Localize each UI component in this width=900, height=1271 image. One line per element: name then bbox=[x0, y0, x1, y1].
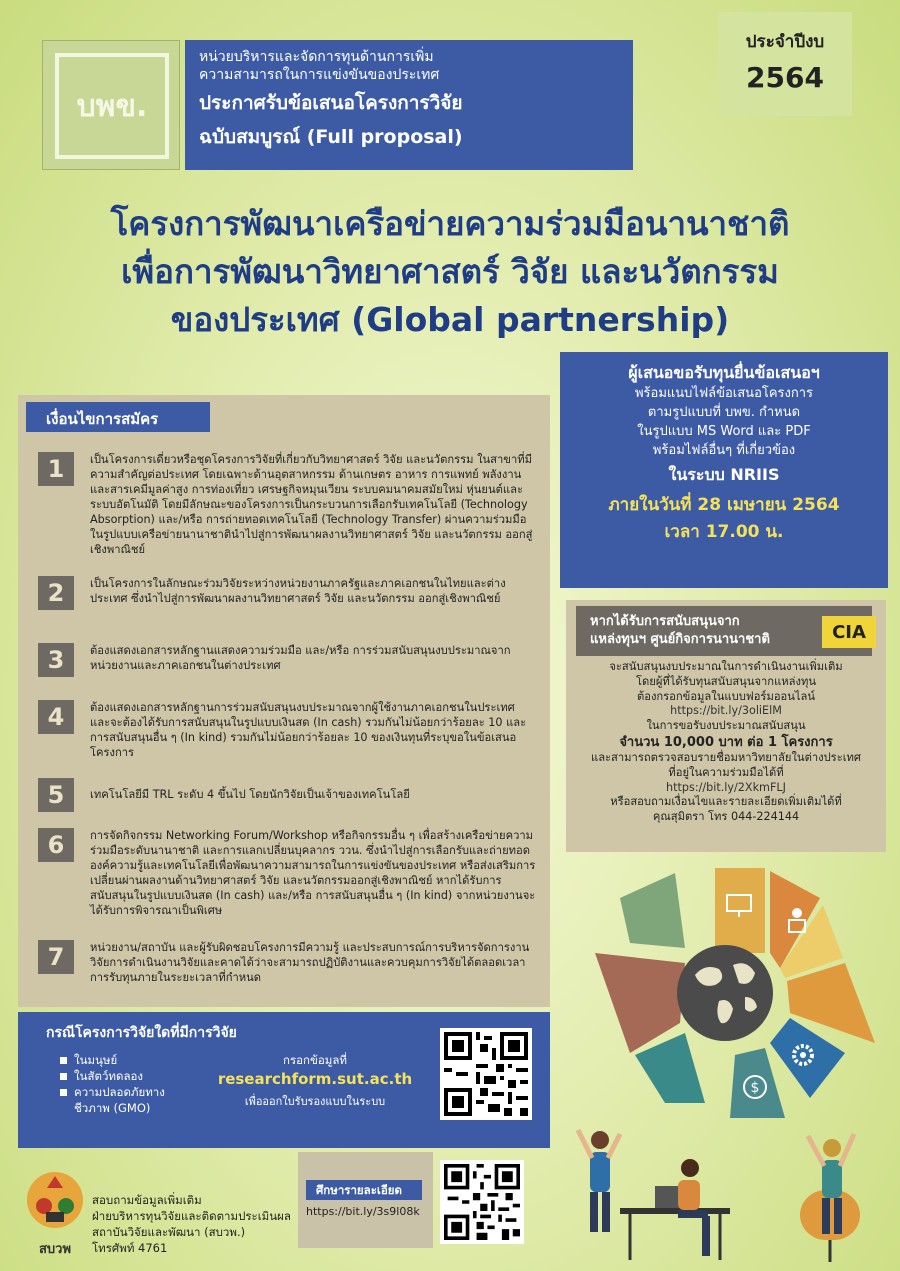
cia-body bbox=[566, 660, 886, 825]
cia-heading-line-1: หากได้รับการสนับสนุนจาก bbox=[590, 614, 740, 629]
submission-heading: ผู้เสนอขอรับทุนยื่นข้อเสนอฯ bbox=[628, 363, 820, 382]
condition-item bbox=[38, 778, 538, 812]
desk bbox=[620, 1186, 730, 1260]
cia-contact: คุณสุมิตรา โทร 044-224144 bbox=[652, 810, 800, 824]
cia-text: ในการขอรับงบประมาณสนับสนุน bbox=[646, 719, 806, 733]
submission-line: ตามรูปแบบที่ บพข. กำหนด bbox=[647, 405, 801, 420]
cia-text: ที่อยู่ในความร่วมมือได้ที่ bbox=[668, 765, 784, 779]
contact-line: สถาบันวิจัยและพัฒนา (สบวพ.) bbox=[92, 1225, 246, 1239]
condition-item bbox=[38, 452, 538, 557]
research-form-link[interactable]: researchform.sut.ac.th bbox=[217, 1070, 413, 1088]
cia-text: จะสนับสนุนงบประมาณในการดำเนินงานเพิ่มเติม bbox=[609, 660, 843, 673]
cia-text: และสามารถตรวจสอบรายชื่อมหาวิทยาลัยในต่างประเทศ bbox=[590, 750, 862, 764]
research-title: กรณีโครงการวิจัยใดที่มีการวิจัย bbox=[46, 1025, 237, 1041]
person-left bbox=[578, 1130, 620, 1232]
qr-code-details[interactable] bbox=[440, 1160, 524, 1244]
person-sitting bbox=[678, 1159, 710, 1256]
main-title bbox=[40, 200, 860, 344]
condition-text: หน่วยงาน/สถาบัน และผู้รับผิดชอบโครงการมีความรู้ และประสบการณ์การบริหารจัดการงานวิจัยการดำเนินงานวิจัยและคาดได้ว่าจะสามารถปฏิบัติงานและควบคุมการวิจัยได้ตลอดเวลาการรับทุนภายในระยะเวลาที่กำหนด bbox=[90, 941, 530, 984]
contact-line: สอบถามข้อมูลเพิ่มเติม bbox=[92, 1193, 202, 1207]
cia-amount: จำนวน 10,000 บาท ต่อ 1 โครงการ bbox=[619, 734, 833, 750]
title-line-1: โครงการพัฒนาเครือข่ายความร่วมมือนานาชาติ bbox=[110, 204, 790, 243]
research-list bbox=[60, 1052, 180, 1116]
condition-number: 4 bbox=[38, 700, 74, 734]
form-label: กรอกข้อมูลที่ bbox=[283, 1053, 347, 1067]
title-line-3: ของประเทศ (Global partnership) bbox=[170, 300, 730, 339]
year-label: ประจำปีงบ bbox=[745, 32, 825, 52]
condition-number: 3 bbox=[38, 643, 74, 677]
submission-box bbox=[560, 352, 888, 588]
sector-chart-left bbox=[595, 953, 685, 1053]
research-item: ในสัตว์ทดลอง bbox=[60, 1068, 180, 1084]
condition-number: 2 bbox=[38, 576, 74, 610]
header-banner bbox=[185, 40, 633, 170]
contact-phone: โทรศัพท์ 4761 bbox=[92, 1241, 168, 1255]
cia-text: หรือสอบถามเงื่อนไขและรายละเอียดเพิ่มเติมได้ที่ bbox=[610, 795, 842, 809]
condition-item bbox=[38, 700, 538, 760]
qr-code-research[interactable] bbox=[440, 1028, 532, 1120]
submission-line: พร้อมแนบไฟล์ข้อเสนอโครงการ bbox=[634, 386, 814, 401]
conditions-heading: เงื่อนไขการสมัคร bbox=[26, 402, 210, 432]
cia-link-universities[interactable]: https://bit.ly/2XkmFLJ bbox=[666, 780, 786, 794]
logo-text: บพข. bbox=[76, 88, 148, 124]
title-line-2: เพื่อการพัฒนาวิทยาศาสตร์ วิจัย และนวัตกรรม bbox=[121, 252, 779, 291]
condition-item bbox=[38, 940, 538, 985]
condition-text: เป็นโครงการในลักษณะร่วมวิจัยระหว่างหน่วยงานภาครัฐและภาคเอกชนในไทยและต่างประเทศ ซึ่งนำไปสู่การพัฒนาผลงานวิทยาศาสตร์ วิจัย และนวัตกรรม ออกสู่เชิงพาณิชย์ bbox=[90, 577, 506, 605]
cia-text: ต้องกรอกข้อมูลในแบบฟอร์มออนไลน์ bbox=[636, 689, 816, 703]
research-item: ความปลอดภัยทาง ชีวภาพ (GMO) bbox=[60, 1084, 180, 1116]
condition-item bbox=[38, 576, 538, 610]
details-link[interactable]: https://bit.ly/3s9l08k bbox=[306, 1205, 420, 1218]
org-line-2: ความสามารถในการแข่งขันของประเทศ bbox=[199, 67, 440, 83]
condition-text: ต้องแสดงเอกสารหลักฐานแสดงความร่วมมือ และ/หรือ การร่วมสนับสนุนงบประมาณจากหน่วยงานและภาคเอกชนในต่างประเทศ bbox=[90, 644, 511, 672]
submission-line: ในรูปแบบ MS Word และ PDF bbox=[637, 424, 811, 439]
org-line-1: หน่วยบริหารและจัดการทุนด้านการเพิ่ม bbox=[199, 49, 434, 65]
condition-text: เทคโนโลยีมี TRL ระดับ 4 ขึ้นไป โดยนักวิจัยเป็นเจ้าของเทคโนโลยี bbox=[90, 788, 410, 801]
submission-line: พร้อมไฟล์อื่นๆ ที่เกี่ยวข้อง bbox=[652, 443, 796, 458]
condition-text: เป็นโครงการเดี่ยวหรือชุดโครงการวิจัยที่เกี่ยวกับวิทยาศาสตร์ วิจัย และนวัตกรรม ในสาขาที่มีความสำคัญต่อประเทศ โดยเฉพาะด้านอุตสาหกรรม ด้านเกษตร อาหาร การแพทย์ พลังงาน และสารเคมีมูลค่าสูง การท่องเที่ยว เศรษฐกิจหมุนเวียน ระบบคมนาคมสมัยใหม่ หุ่นยนต์และระบบอัตโนมัติ โดยมีลักษณะของโครงการเป็นกระบวนการเลือกรับเทคโนโลยี (Technology Absorption) และ/หรือ การถ่ายทอดเทคโนโลยี (Technology Transfer) ผ่านความร่วมมือในรูปแบบเครือข่ายนานาชาตินำไปสู่การพัฒนาผลงานวิทยาศาสตร์ วิจัย และนวัตกรรม ออกสู่เชิงพาณิชย์ bbox=[90, 453, 533, 556]
condition-item bbox=[38, 643, 538, 677]
sbwp-logo-caption: สบวพ bbox=[38, 1242, 72, 1257]
globe-icon bbox=[677, 945, 773, 1041]
announce-line-1: ประกาศรับข้อเสนอโครงการวิจัย bbox=[199, 92, 463, 114]
submission-system: ในระบบ NRIIS bbox=[668, 465, 780, 484]
condition-number: 1 bbox=[38, 452, 74, 486]
global-network-illustration bbox=[560, 858, 890, 1128]
cia-heading-line-2: แหล่งทุนฯ ศูนย์กิจการนานาชาติ bbox=[590, 632, 770, 647]
cia-text: โดยผู้ที่ได้รับทุนสนับสนุนจากแหล่งทุน bbox=[635, 674, 817, 688]
announce-line-2: ฉบับสมบูรณ์ (Full proposal) bbox=[199, 126, 463, 148]
svg-text:$: $ bbox=[750, 1080, 760, 1096]
condition-number: 5 bbox=[38, 778, 74, 812]
fiscal-year-box bbox=[718, 12, 852, 116]
sector-gear bbox=[770, 1018, 845, 1098]
contact-line: ฝ่ายบริหารทุนวิจัยและติดตามประเมินผล bbox=[92, 1209, 291, 1223]
bpk-logo bbox=[42, 40, 180, 170]
form-note: เพื่อออกใบรับรองแบบในระบบ bbox=[244, 1095, 386, 1108]
details-box bbox=[298, 1152, 433, 1248]
condition-item bbox=[38, 828, 538, 918]
cia-badge: CIA bbox=[822, 616, 876, 648]
deadline-time: เวลา 17.00 น. bbox=[664, 522, 784, 542]
condition-text: ต้องแสดงเอกสารหลักฐานการร่วมสนับสนุนงบประมาณจากผู้ใช้งานภาคเอกชนในประเทศ และจะต้องได้รับการสนับสนุนในรูปแบบเงินสด (In cash) รวมกันไม่น้อยกว่าร้อยละ 10 และการสนับสนุนอื่น ๆ (In kind) รวมกันไม่น้อยกว่าร้อยละ 10 ของเงินทุนที่ระบุขอในข้อเสนอโครงการ bbox=[90, 701, 527, 759]
condition-number: 7 bbox=[38, 940, 74, 974]
year-value: 2564 bbox=[746, 61, 824, 94]
research-item: ในมนุษย์ bbox=[60, 1052, 180, 1068]
details-label: ศึกษารายละเอียด bbox=[306, 1180, 422, 1200]
condition-text: การจัดกิจกรรม Networking Forum/Workshop หรือกิจกรรมอื่น ๆ เพื่อสร้างเครือข่ายความร่วมมือระดับนานาชาติ และการแลกเปลี่ยนบุคลากร ววน. ซึ่งนำไปสู่การเลือกรับและถ่ายทอดองค์ความรู้และเทคโนโลยีเพื่อพัฒนาความสามารถในการแข่งขันของประเทศ หรือส่งเสริมการเปลี่ยนผ่านผลงานด้านวิทยาศาสตร์ วิจัย และนวัตกรรมออกสู่เชิงพาณิชย์ หากได้รับการสนับสนุนในรูปแบบเงินสด (In cash) และ/หรือ การสนับสนุนอื่น ๆ (In kind) จากหน่วยงานจะได้รับการพิจารณาเป็นพิเศษ bbox=[90, 829, 536, 917]
cia-link-form[interactable]: https://bit.ly/3oliElM bbox=[670, 704, 782, 718]
team-illustration bbox=[560, 1120, 890, 1268]
deadline-date: ภายในวันที่ 28 เมษายน 2564 bbox=[608, 495, 840, 515]
sector-leaf bbox=[620, 873, 685, 948]
condition-number: 6 bbox=[38, 828, 74, 862]
contact-info bbox=[92, 1192, 291, 1256]
